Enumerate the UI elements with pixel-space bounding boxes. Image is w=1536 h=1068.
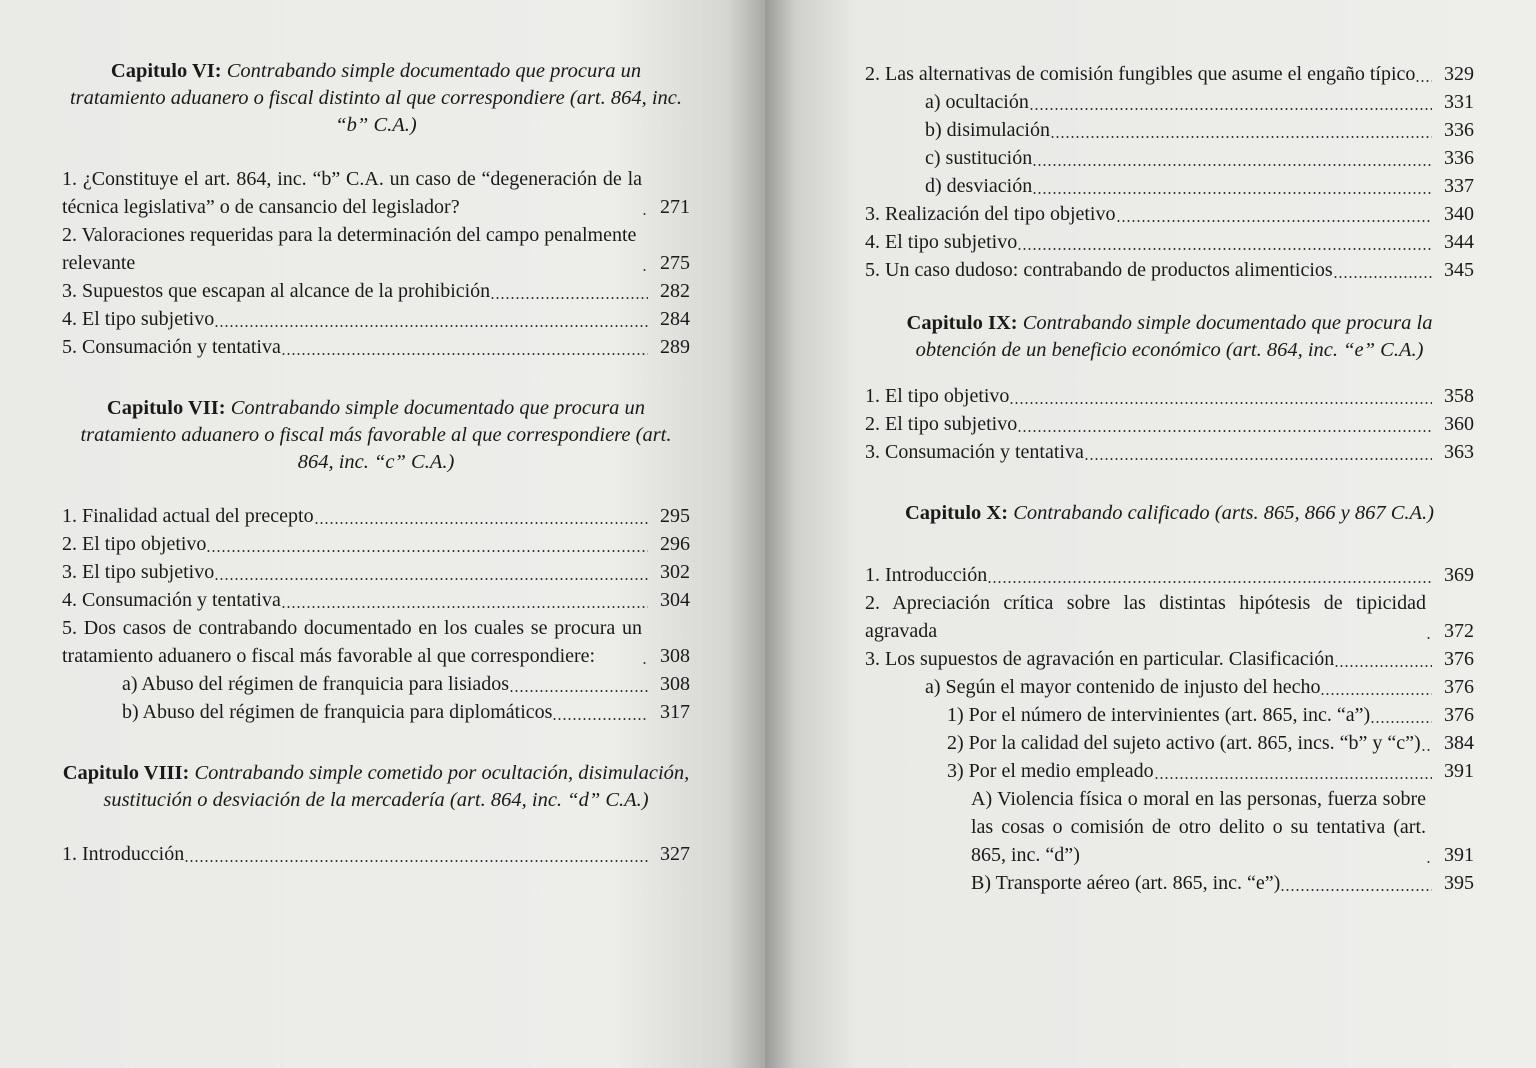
entry-text: 5. Consumación y tentativa <box>62 336 281 358</box>
entry-text: 5. Un caso dudoso: contrabando de productos alimenticios <box>865 259 1333 281</box>
entry-text: 1. Introducción <box>865 564 988 586</box>
entry-text: 2. Valoraciones requeridas para la determinación del campo penalmente relevante <box>62 224 637 274</box>
toc-entry <box>865 701 1474 729</box>
entry-text: b) Abuso del régimen de franquicia para diplomáticos <box>122 701 553 723</box>
entry-text: A) Violencia física o moral en las personas, fuerza sobre las cosas o comisión de otro delito o su tentativa (art. 865, inc. “d”) <box>971 788 1426 866</box>
entry-text: a) ocultación <box>925 91 1029 113</box>
toc-entry <box>865 729 1474 757</box>
page-number: 358 <box>1444 385 1474 407</box>
entry-text: 3. Consumación y tentativa <box>865 441 1084 463</box>
page-number: 282 <box>660 280 690 302</box>
page-number: 302 <box>660 561 690 583</box>
entry-text: 3. El tipo subjetivo <box>62 561 215 583</box>
toc-entry <box>865 561 1474 589</box>
toc-entry <box>62 614 690 670</box>
entry-text: c) sustitución <box>925 147 1033 169</box>
page-number: 271 <box>660 196 690 218</box>
toc-entry <box>62 698 690 726</box>
page-number: 337 <box>1444 175 1474 197</box>
entry-text: 3) Por el medio empleado <box>947 760 1154 782</box>
toc-entry <box>865 88 1474 116</box>
entry-text: 4. El tipo subjetivo <box>62 308 215 330</box>
entry-text: 1) Por el número de intervinientes (art. 865, inc. “a”) <box>947 704 1371 726</box>
chapter-x-heading <box>865 500 1474 527</box>
page-number: 376 <box>1444 648 1474 670</box>
toc-entry <box>865 116 1474 144</box>
page-number: 329 <box>1444 63 1474 85</box>
entry-text: 3. Supuestos que escapan al alcance de la prohibición <box>62 280 491 302</box>
toc-entry <box>62 558 690 586</box>
page-number: 296 <box>660 533 690 555</box>
toc-entry <box>865 228 1474 256</box>
page-number: 284 <box>660 308 690 330</box>
right-page <box>765 0 1536 1068</box>
toc-entry <box>865 256 1474 284</box>
page-number: 360 <box>1444 413 1474 435</box>
entry-text: 2. Las alternativas de comisión fungibles que asume el engaño típico <box>865 63 1416 85</box>
toc-entry <box>62 670 690 698</box>
entry-text: 1. ¿Constituye el art. 864, inc. “b” C.A. un caso de “degeneración de la técnica legislativa” o de cansancio del legislador? <box>62 168 642 218</box>
page-number: 391 <box>1444 760 1474 782</box>
toc-list <box>865 60 1474 284</box>
toc-entry <box>865 410 1474 438</box>
page-number: 369 <box>1444 564 1474 586</box>
page-number: 384 <box>1444 732 1474 754</box>
entry-text: 1. Introducción <box>62 843 185 865</box>
chapter-vii-heading <box>62 395 690 476</box>
entry-text: 4. El tipo subjetivo <box>865 231 1018 253</box>
page-number: 304 <box>660 589 690 611</box>
chapter-label: Capitulo X: <box>904 502 1009 524</box>
toc-entry <box>865 200 1474 228</box>
entry-text: B) Transporte aéreo (art. 865, inc. “e”) <box>971 872 1281 894</box>
entry-text: 2. Apreciación crítica sobre las distintas hipótesis de tipicidad agravada <box>865 592 1426 642</box>
chapter-label: Capitulo VIII: <box>62 762 190 784</box>
toc-entry <box>865 869 1474 897</box>
entry-text: 2. El tipo subjetivo <box>865 413 1018 435</box>
entry-text: 2. El tipo objetivo <box>62 533 207 555</box>
entry-text: b) disimulación <box>925 119 1050 141</box>
toc-entry <box>62 221 690 277</box>
toc-list <box>62 840 690 868</box>
toc-entry <box>865 382 1474 410</box>
toc-entry <box>865 172 1474 200</box>
page-number: 308 <box>660 645 690 667</box>
page-number: 327 <box>660 843 690 865</box>
page-number: 289 <box>660 336 690 358</box>
toc-entry <box>865 438 1474 466</box>
toc-entry <box>865 673 1474 701</box>
toc-entry <box>865 785 1474 869</box>
toc-list <box>62 502 690 726</box>
page-number: 340 <box>1444 203 1474 225</box>
toc-entry <box>62 277 690 305</box>
entry-text: 1. El tipo objetivo <box>865 385 1010 407</box>
left-page <box>0 0 765 1068</box>
toc-entry <box>865 757 1474 785</box>
page-number: 345 <box>1444 259 1474 281</box>
chapter-title: Contrabando simple documentado que procura un tratamiento aduanero o fiscal distinto al que correspondiere (art. 864, inc. “b” C.A.) <box>69 60 683 136</box>
chapter-label: Capitulo VII: <box>106 397 226 419</box>
toc-list <box>865 382 1474 466</box>
page-number: 275 <box>660 252 690 274</box>
entry-text: 3. Realización del tipo objetivo <box>865 203 1116 225</box>
page-number: 308 <box>660 673 690 695</box>
chapter-title: Contrabando calificado (arts. 865, 866 y 867 C.A.) <box>1013 502 1435 524</box>
entry-text: 3. Los supuestos de agravación en particular. Clasificación <box>865 648 1335 670</box>
chapter-label: Capitulo VI: <box>110 60 222 82</box>
toc-entry <box>62 586 690 614</box>
page-number: 344 <box>1444 231 1474 253</box>
toc-entry <box>62 530 690 558</box>
toc-list <box>865 561 1474 897</box>
page-number: 376 <box>1444 704 1474 726</box>
page-number: 317 <box>660 701 690 723</box>
toc-entry <box>62 333 690 361</box>
page-number: 372 <box>1444 620 1474 642</box>
toc-list <box>62 165 690 361</box>
toc-entry <box>865 645 1474 673</box>
chapter-title: Contrabando simple cometido por ocultación, disimulación, sustitución o desviación de la mercadería (art. 864, inc. “d” C.A.) <box>103 762 690 811</box>
page-number: 391 <box>1444 844 1474 866</box>
entry-text: 5. Dos casos de contrabando documentado en los cuales se procura un tratamiento aduanero o fiscal más favorable al que correspondiere: <box>62 617 642 667</box>
chapter-title: Contrabando simple documentado que procura la obtención de un beneficio económico (art. 864, inc. “e” C.A.) <box>915 312 1433 361</box>
entry-text: a) Según el mayor contenido de injusto del hecho <box>925 676 1321 698</box>
chapter-viii-heading <box>62 760 690 814</box>
page-number: 395 <box>1444 872 1474 894</box>
chapter-vi-heading <box>62 58 690 139</box>
page-number: 336 <box>1444 147 1474 169</box>
chapter-label: Capitulo IX: <box>906 312 1018 334</box>
chapter-ix-heading <box>865 310 1474 364</box>
page-number: 336 <box>1444 119 1474 141</box>
page-number: 363 <box>1444 441 1474 463</box>
entry-text: d) desviación <box>925 175 1033 197</box>
entry-text: a) Abuso del régimen de franquicia para lisiados <box>122 673 510 695</box>
toc-entry <box>865 144 1474 172</box>
chapter-title: Contrabando simple documentado que procura un tratamiento aduanero o fiscal más favorable al que correspondiere (art. 864, inc. “c” C.A.) <box>80 397 672 473</box>
entry-text: 1. Finalidad actual del precepto <box>62 505 314 527</box>
toc-entry <box>62 840 690 868</box>
toc-entry <box>62 165 690 221</box>
entry-text: 2) Por la calidad del sujeto activo (art. 865, incs. “b” y “c”) <box>947 732 1421 754</box>
toc-entry <box>62 502 690 530</box>
toc-entry <box>62 305 690 333</box>
entry-text: 4. Consumación y tentativa <box>62 589 281 611</box>
page-number: 331 <box>1444 91 1474 113</box>
page-number: 295 <box>660 505 690 527</box>
page-number: 376 <box>1444 676 1474 698</box>
toc-entry <box>865 60 1474 88</box>
toc-entry <box>865 589 1474 645</box>
